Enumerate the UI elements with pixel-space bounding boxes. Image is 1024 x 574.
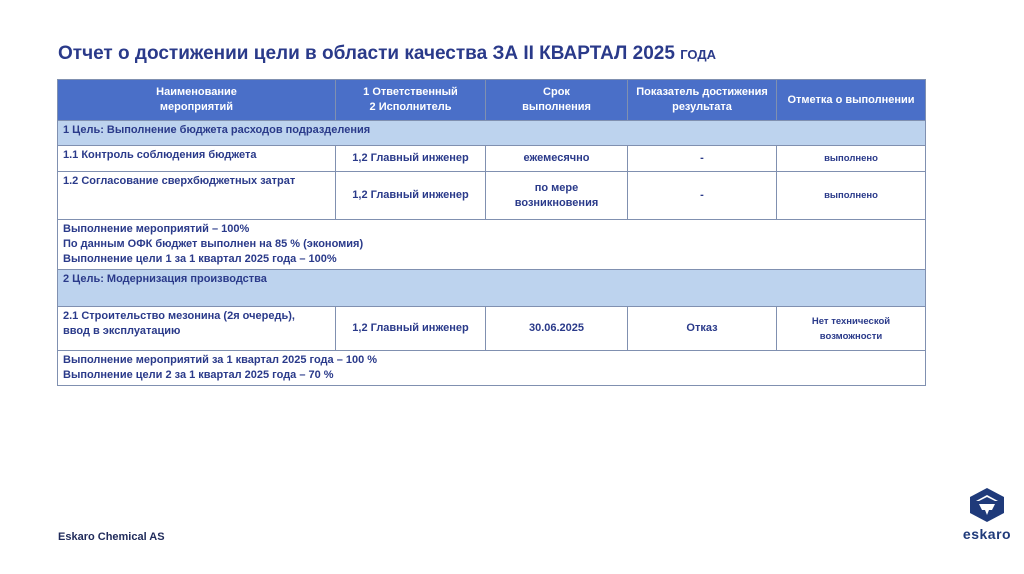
summary-line: Выполнение мероприятий – 100% [63,223,250,235]
row-term: ежемесячно [486,146,628,172]
header-indicator: Показатель достижения результата [628,80,777,121]
summary-line: Выполнение цели 1 за 1 квартал 2025 года – 100% [63,253,337,265]
summary-row [58,351,926,386]
row-term: 30.06.2025 [486,307,628,351]
table-row [58,307,926,351]
table-row [58,146,926,172]
row-responsible: 1,2 Главный инженер [336,307,486,351]
title-main: Отчет о достижении цели в области качества ЗА II КВАРТАЛ 2025 [58,43,675,64]
goal2-title: 2 Цель: Модернизация производства [58,270,926,307]
company-logo [954,486,1020,548]
row-mark: выполнено [777,146,926,172]
row-responsible: 1,2 Главный инженер [336,146,486,172]
summary-line: Выполнение мероприятий за 1 квартал 2025 года – 100 % [63,354,378,366]
title-suffix: ГОДА [680,47,717,62]
row-responsible: 1,2 Главный инженер [336,172,486,220]
eskaro-logo-icon [967,486,1007,524]
goal-row [58,121,926,146]
header-responsible: 1 Ответственный 2 Исполнитель [336,80,486,121]
footer-company: Eskaro Chemical AS [58,531,165,543]
header-mark: Отметка о выполнении [777,80,926,121]
row-term: по мере возникновения [486,172,628,220]
summary-line: Выполнение цели 2 за 1 квартал 2025 года – 70 % [63,369,334,381]
header-name: Наименование мероприятий [58,80,336,121]
row-indicator: Отказ [628,307,777,351]
summary-line: По данным ОФК бюджет выполнен на 85 % (экономия) [63,238,364,250]
logo-brand: eskaro [962,526,1012,542]
goal-row [58,270,926,307]
page-title [58,43,716,65]
row-name: 1.2 Согласование сверхбюджетных затрат [58,172,336,220]
table-row [58,172,926,220]
row-mark: Нет технической возможности [777,307,926,351]
report-table [57,79,926,386]
row-name: 1.1 Контроль соблюдения бюджета [58,146,336,172]
row-indicator: - [628,146,777,172]
row-mark: выполнено [777,172,926,220]
goal1-title: 1 Цель: Выполнение бюджета расходов подразделения [58,121,926,146]
row-indicator: - [628,172,777,220]
header-term: Срок выполнения [486,80,628,121]
table-header-row [58,80,926,121]
row-name: 2.1 Строительство мезонина (2я очередь), ввод в эксплуатацию [58,307,336,351]
summary-row [58,220,926,270]
